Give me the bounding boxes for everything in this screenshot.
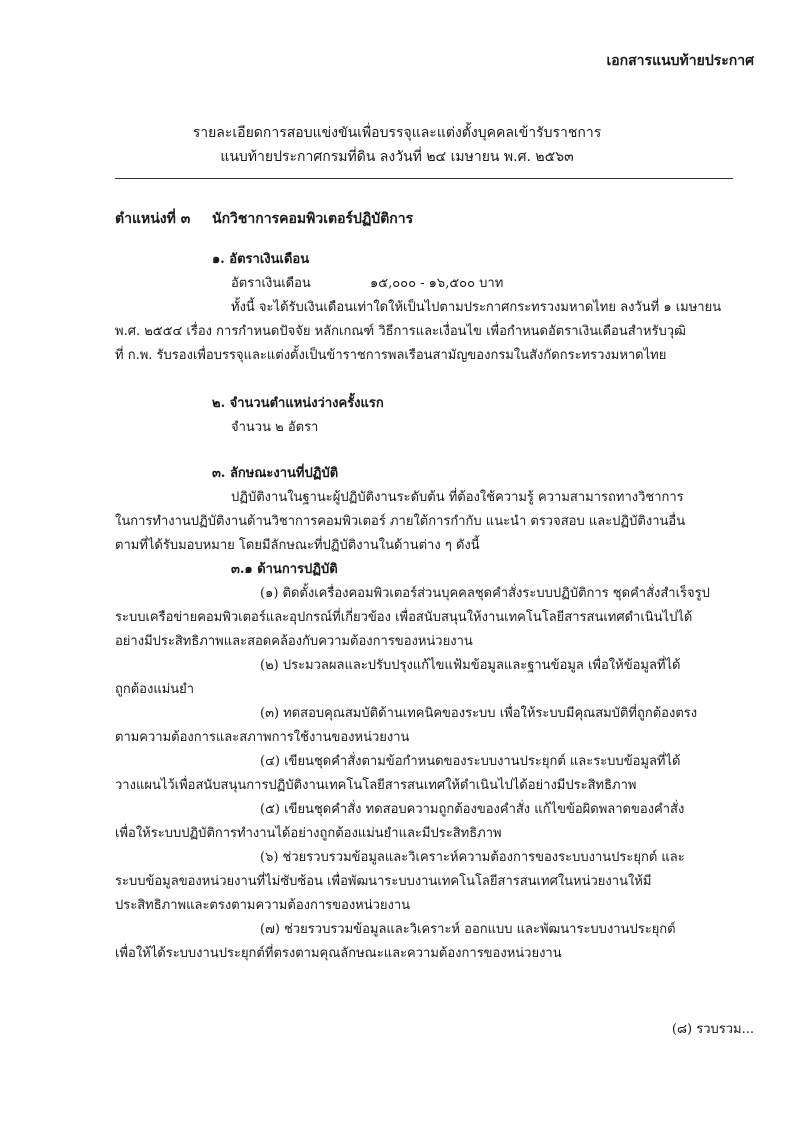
duty-item-1-cont: อย่างมีประสิทธิภาพและสอดคล้องกับความต้องการของหน่วยงาน bbox=[115, 634, 473, 649]
vacancy-count: จำนวน ๒ อัตรา bbox=[231, 420, 319, 435]
position-label: ตำแหน่งที่ ๓ bbox=[115, 211, 191, 227]
duty-item-4: (๔) เขียนชุดคำสั่งตามข้อกำหนดของระบบงานประยุกต์ และระบบข้อมูลที่ได้ bbox=[260, 754, 681, 769]
section1-paragraph-line: พ.ศ. ๒๕๕๔ เรื่อง การกำหนดปัจจัย หลักเกณฑ์ วิธีการและเงื่อนไข เพื่อกำหนดอัตราเงินเดือนสำหรับวุฒิ bbox=[115, 324, 686, 339]
section1-paragraph-line: ที่ ก.พ. รับรองเพื่อบรรจุและแต่งตั้งเป็นข้าราชการพลเรือนสามัญของกรมในสังกัดกระทรวงมหาดไทย bbox=[115, 348, 667, 363]
duty-item-4-cont: วางแผนไว้เพื่อสนับสนุนการปฏิบัติงานเทคโนโลยีสารสนเทศให้ดำเนินไปได้อย่างมีประสิทธิภาพ bbox=[115, 778, 637, 793]
duty-item-5-cont: เพื่อให้ระบบปฏิบัติการทำงานได้อย่างถูกต้องแม่นยำและมีประสิทธิภาพ bbox=[115, 826, 502, 841]
header-divider bbox=[115, 178, 733, 179]
section3-intro-line: ปฏิบัติงานในฐานะผู้ปฏิบัติงานระดับต้น ที่ต้องใช้ความรู้ ความสามารถทางวิชาการ bbox=[231, 490, 684, 505]
salary-value: ๑๕,๐๐๐ - ๑๖,๕๐๐ บาท bbox=[370, 276, 504, 291]
duty-item-6: (๖) ช่วยรวบรวมข้อมูลและวิเคราะห์ความต้องการของระบบงานประยุกต์ และ bbox=[260, 850, 685, 865]
section3-intro-line: ในการทำงานปฏิบัติงานด้านวิชาการคอมพิวเตอร์ ภายใต้การกำกับ แนะนำ ตรวจสอบ และปฏิบัติงานอื่น bbox=[115, 514, 686, 529]
duty-item-7-cont: เพื่อให้ได้ระบบงานประยุกต์ที่ตรงตามคุณลักษณะและความต้องการของหน่วยงาน bbox=[115, 946, 562, 961]
duty-item-6-cont: ประสิทธิภาพและตรงตามความต้องการของหน่วยงาน bbox=[115, 898, 411, 913]
document-title-line1: รายละเอียดการสอบแข่งขันเพื่อบรรจุและแต่งตั้งบุคคลเข้ารับราชการ bbox=[192, 125, 602, 141]
section1-heading: ๑. อัตราเงินเดือน bbox=[212, 252, 310, 267]
duty-item-2: (๒) ประมวลผลและปรับปรุงแก้ไขแฟ้มข้อมูลและฐานข้อมูล เพื่อให้ข้อมูลที่ได้ bbox=[260, 658, 681, 673]
section1-paragraph-line: ทั้งนี้ จะได้รับเงินเดือนเท่าใดให้เป็นไปตามประกาศกระทรวงมหาดไทย ลงวันที่ ๑ เมษายน bbox=[231, 300, 722, 315]
section3-heading: ๓. ลักษณะงานที่ปฏิบัติ bbox=[212, 466, 339, 481]
duty-item-3-cont: ตามความต้องการและสภาพการใช้งานของหน่วยงาน bbox=[115, 730, 410, 745]
section2-heading: ๒. จำนวนตำแหน่งว่างครั้งแรก bbox=[212, 396, 384, 411]
duty-item-1-cont: ระบบเครือข่ายคอมพิวเตอร์และอุปกรณ์ที่เกี่ยวข้อง เพื่อสนับสนุนให้งานเทคโนโลยีสารสนเทศดำเนินไปได้ bbox=[115, 610, 693, 625]
section3-intro-line: ตามที่ได้รับมอบหมาย โดยมีลักษณะที่ปฏิบัติงานในด้านต่าง ๆ ดังนี้ bbox=[115, 538, 480, 553]
document-attachment-tag: เอกสารแนบท้ายประกาศ bbox=[606, 53, 754, 69]
duty-item-3: (๓) ทดสอบคุณสมบัติด้านเทคนิคของระบบ เพื่อให้ระบบมีคุณสมบัติที่ถูกต้องตรง bbox=[260, 706, 698, 721]
duty-item-6-cont: ระบบข้อมูลของหน่วยงานที่ไม่ซับซ้อน เพื่อพัฒนาระบบงานเทคโนโลยีสารสนเทศในหน่วยงานให้มี bbox=[115, 874, 652, 889]
position-name: นักวิชาการคอมพิวเตอร์ปฏิบัติการ bbox=[212, 211, 414, 227]
duty-item-2-cont: ถูกต้องแม่นยำ bbox=[115, 682, 195, 697]
page-continuation: (๘) รวบรวม... bbox=[671, 1022, 754, 1037]
duty-item-1: (๑) ติดตั้งเครื่องคอมพิวเตอร์ส่วนบุคคลชุดคำสั่งระบบปฏิบัติการ ชุดคำสั่งสำเร็จรูป bbox=[260, 586, 710, 601]
document-title-line2: แนบท้ายประกาศกรมที่ดิน ลงวันที่ ๒๔ เมษายน พ.ศ. ๒๕๖๓ bbox=[220, 149, 574, 165]
duty-item-5: (๕) เขียนชุดคำสั่ง ทดสอบความถูกต้องของคำสั่ง แก้ไขข้อผิดพลาดของคำสั่ง bbox=[260, 802, 685, 817]
salary-label: อัตราเงินเดือน bbox=[231, 276, 311, 291]
section3-1-heading: ๓.๑ ด้านการปฏิบัติ bbox=[231, 562, 338, 577]
duty-item-7: (๗) ช่วยรวบรวมข้อมูลและวิเคราะห์ ออกแบบ และพัฒนาระบบงานประยุกต์ bbox=[260, 922, 676, 937]
